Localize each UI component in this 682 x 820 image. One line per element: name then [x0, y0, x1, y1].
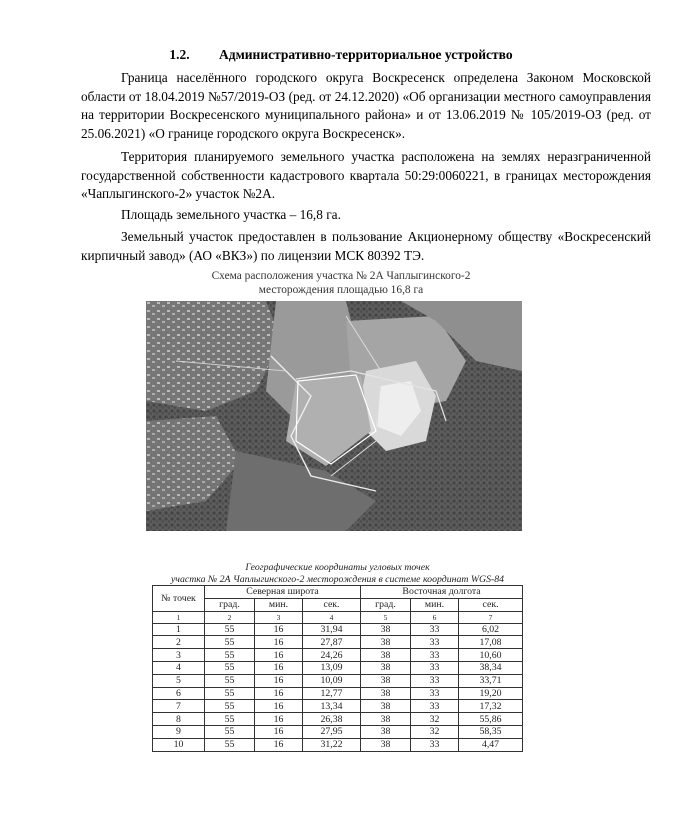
table-cell: 16 — [255, 738, 303, 751]
table-cell: 10,60 — [459, 649, 523, 662]
table-cell: 2 — [153, 636, 205, 649]
table-cell: 33 — [411, 623, 459, 636]
coordinates-table — [152, 561, 523, 752]
table-row — [153, 649, 523, 662]
table-cell: 13,09 — [303, 661, 361, 674]
table-cell: 16 — [255, 713, 303, 726]
section-number: 1.2. — [169, 47, 190, 62]
map-caption-line-2: месторождения площадью 16,8 га — [258, 284, 424, 296]
sub-min-east: мин. — [411, 598, 459, 611]
table-cell: 6,02 — [459, 623, 523, 636]
table-row — [153, 623, 523, 636]
col-north-header: Северная широта — [205, 586, 361, 599]
table-cell: 55 — [205, 661, 255, 674]
table-cell: 16 — [255, 687, 303, 700]
table-cell: 33 — [411, 636, 459, 649]
table-cell: 58,35 — [459, 725, 523, 738]
section-heading — [0, 47, 682, 63]
index-cell: 4 — [303, 611, 361, 623]
table-cell: 55 — [205, 636, 255, 649]
paragraph-license: Земельный участок предоставлен в пользование Акционерному обществу «Воскресенский кирпичный завод» (АО «ВКЗ») по лицензии МСК 80392 ТЭ. — [81, 229, 651, 263]
paragraph-boundary-law: Граница населённого городского округа Воскресенск определена Законом Московской области от 18.04.2019 №57/2019-ОЗ (ред. от 24.12.2020) «Об организации местного самоуправления на территории Воскресенского муниципального района» и от 13.06.2019 № 105/2019-ОЗ (ред. от 25.06.2021) «О границе городского округа Воскресенск». — [81, 70, 651, 141]
table-cell: 32 — [411, 713, 459, 726]
table-cell: 1 — [153, 623, 205, 636]
table-cell: 26,38 — [303, 713, 361, 726]
sub-sec-north: сек. — [303, 598, 361, 611]
index-cell: 2 — [205, 611, 255, 623]
site-location-map — [146, 301, 522, 531]
table-caption-line-2: участка № 2А Чаплыгинского-2 месторождения в системе координат WGS-84 — [170, 573, 505, 585]
index-cell: 7 — [459, 611, 523, 623]
sub-deg-north: град. — [205, 598, 255, 611]
table-cell: 6 — [153, 687, 205, 700]
table-cell: 55 — [205, 725, 255, 738]
table-cell: 16 — [255, 674, 303, 687]
table-cell: 38 — [361, 738, 411, 751]
table-cell: 55,86 — [459, 713, 523, 726]
table-cell: 27,87 — [303, 636, 361, 649]
table-cell: 38 — [361, 649, 411, 662]
table-cell: 55 — [205, 700, 255, 713]
table-cell: 38 — [361, 623, 411, 636]
table-cell: 16 — [255, 649, 303, 662]
index-cell: 3 — [255, 611, 303, 623]
table-cell: 33 — [411, 687, 459, 700]
table-cell: 32 — [411, 725, 459, 738]
table-index-row — [153, 611, 523, 623]
table-cell: 38 — [361, 661, 411, 674]
coordinates-table-block — [152, 561, 522, 752]
table-cell: 33,71 — [459, 674, 523, 687]
table-row — [153, 687, 523, 700]
table-cell: 55 — [205, 674, 255, 687]
table-cell: 17,08 — [459, 636, 523, 649]
table-cell: 27,95 — [303, 725, 361, 738]
paragraph-territory: Территория планируемого земельного участка расположена на землях неразграниченной государственной собственности кадастрового квартала 50:29:0060221, в границах месторождения «Чаплыгинского-2» участок №2А. — [81, 149, 651, 201]
table-cell: 16 — [255, 661, 303, 674]
table-cell: 38,34 — [459, 661, 523, 674]
table-cell: 16 — [255, 623, 303, 636]
table-cell: 55 — [205, 687, 255, 700]
sub-sec-east: сек. — [459, 598, 523, 611]
table-cell: 31,94 — [303, 623, 361, 636]
table-cell: 55 — [205, 649, 255, 662]
index-cell: 1 — [153, 611, 205, 623]
table-cell: 19,20 — [459, 687, 523, 700]
map-caption-line-1: Схема расположения участка № 2А Чаплыгинского-2 — [211, 270, 471, 282]
table-cell: 33 — [411, 661, 459, 674]
table-cell: 10 — [153, 738, 205, 751]
table-cell: 8 — [153, 713, 205, 726]
table-cell: 55 — [205, 713, 255, 726]
table-cell: 55 — [205, 738, 255, 751]
table-cell: 24,26 — [303, 649, 361, 662]
map-caption — [0, 269, 682, 297]
table-cell: 3 — [153, 649, 205, 662]
table-cell: 31,22 — [303, 738, 361, 751]
table-row — [153, 725, 523, 738]
table-cell: 38 — [361, 725, 411, 738]
table-cell: 38 — [361, 674, 411, 687]
index-cell: 6 — [411, 611, 459, 623]
sub-min-north: мин. — [255, 598, 303, 611]
table-cell: 33 — [411, 738, 459, 751]
table-cell: 4,47 — [459, 738, 523, 751]
section-title: Административно-территориальное устройство — [218, 47, 513, 62]
table-cell: 10,09 — [303, 674, 361, 687]
table-cell: 38 — [361, 636, 411, 649]
index-cell: 5 — [361, 611, 411, 623]
table-cell: 17,32 — [459, 700, 523, 713]
table-cell: 33 — [411, 649, 459, 662]
table-row — [153, 700, 523, 713]
table-caption-line-1: Географические координаты угловых точек — [245, 561, 430, 573]
table-body — [153, 623, 523, 751]
table-cell: 12,77 — [303, 687, 361, 700]
table-cell: 38 — [361, 713, 411, 726]
table-cell: 5 — [153, 674, 205, 687]
table-row — [153, 674, 523, 687]
table-cell: 4 — [153, 661, 205, 674]
table-cell: 33 — [411, 700, 459, 713]
paragraph-area: Площадь земельного участка – 16,8 га. — [121, 207, 341, 222]
table-row — [153, 713, 523, 726]
table-cell: 7 — [153, 700, 205, 713]
sub-deg-east: град. — [361, 598, 411, 611]
table-cell: 16 — [255, 636, 303, 649]
table-row — [153, 636, 523, 649]
table-cell: 16 — [255, 700, 303, 713]
table-cell: 13,34 — [303, 700, 361, 713]
table-cell: 38 — [361, 687, 411, 700]
aerial-photo — [146, 301, 522, 531]
table-cell: 16 — [255, 725, 303, 738]
table-cell: 38 — [361, 700, 411, 713]
table-cell: 55 — [205, 623, 255, 636]
table-cell: 33 — [411, 674, 459, 687]
table-cell: 9 — [153, 725, 205, 738]
col-east-header: Восточная долгота — [361, 586, 523, 599]
table-row — [153, 738, 523, 751]
table-subheader-row — [153, 598, 523, 611]
col-point-header: № точек — [153, 586, 205, 612]
table-header-row — [153, 586, 523, 599]
table-row — [153, 661, 523, 674]
